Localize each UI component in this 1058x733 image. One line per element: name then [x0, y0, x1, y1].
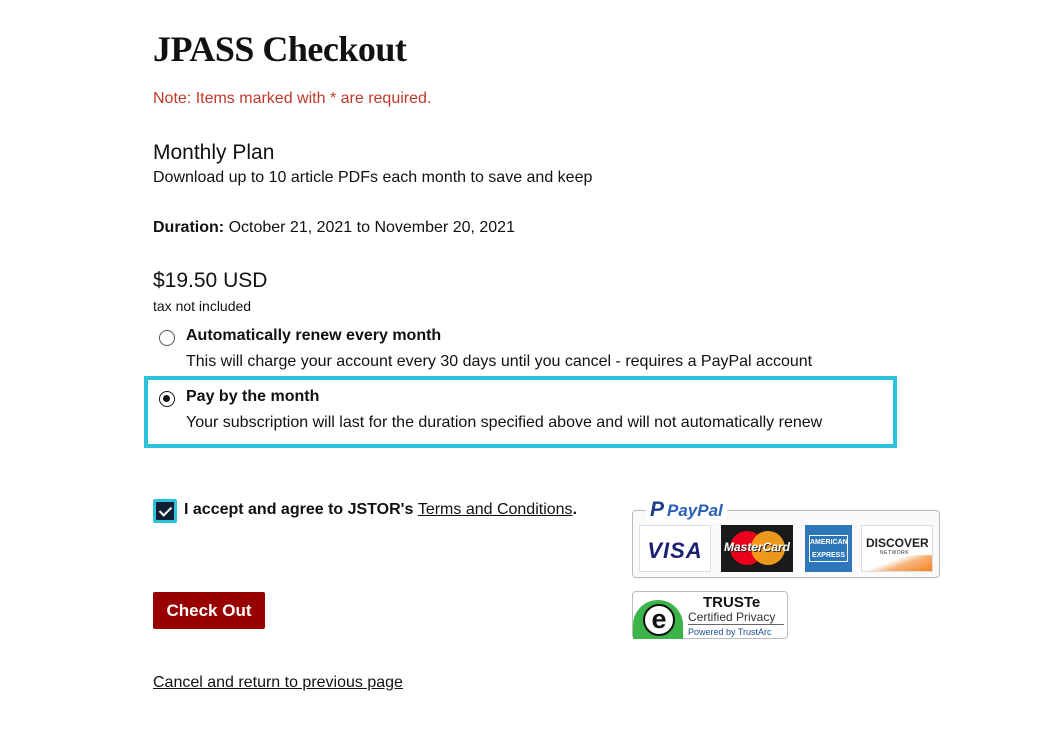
visa-text: VISA: [647, 538, 703, 563]
truste-e-icon: e: [643, 604, 675, 636]
cancel-link[interactable]: Cancel and return to previous page: [153, 674, 403, 691]
mastercard-text: MasterCard: [723, 540, 791, 554]
paypal-p-icon: P: [650, 498, 665, 521]
option-pay-by-month[interactable]: [153, 388, 888, 438]
plan-name: Monthly Plan: [153, 141, 275, 164]
option-auto-renew[interactable]: [153, 327, 888, 377]
terms-acceptance: [153, 499, 613, 523]
visa-card-logo: [639, 525, 711, 572]
amex-line1: AMERICAN: [810, 539, 848, 546]
discover-text: DISCOVER: [866, 536, 929, 550]
required-note: Note: Items marked with * are required.: [153, 90, 432, 107]
plan-price: $19.50 USD: [153, 269, 268, 292]
option-description: Your subscription will last for the duration specified above and will not automatically renew: [186, 414, 823, 431]
discover-swoosh: [862, 555, 932, 571]
option-title: Automatically renew every month: [186, 327, 442, 344]
truste-divider: [688, 624, 784, 625]
amex-line2: EXPRESS: [811, 552, 846, 559]
plan-description: Download up to 10 article PDFs each month to save and keep: [153, 169, 593, 186]
page-title: JPASS Checkout: [153, 29, 407, 69]
terms-label: [184, 501, 577, 519]
checkout-button[interactable]: Check Out: [153, 592, 265, 629]
checkbox-checked-icon[interactable]: [153, 499, 177, 523]
amex-text: [809, 535, 848, 562]
radio-checked-icon[interactable]: [159, 391, 175, 407]
paypal-logo: [646, 498, 727, 522]
terms-suffix: .: [572, 501, 578, 518]
option-title: Pay by the month: [186, 388, 320, 405]
terms-prefix: I accept and agree to JSTOR's: [184, 501, 418, 518]
tax-note: tax not included: [153, 298, 252, 314]
truste-subtitle: Certified Privacy: [688, 610, 776, 624]
mastercard-logo: [721, 525, 793, 572]
terms-link[interactable]: Terms and Conditions: [417, 501, 573, 518]
duration-value: October 21, 2021 to November 20, 2021: [228, 219, 515, 236]
radio-unchecked-icon[interactable]: [159, 330, 175, 346]
discover-network-text: NETWORK: [880, 550, 910, 556]
duration-label: Duration:: [153, 219, 225, 236]
amex-logo: [805, 525, 852, 572]
truste-powered-by: Powered by TrustArc: [688, 627, 772, 637]
plan-duration: [153, 219, 515, 237]
discover-logo: [861, 525, 933, 572]
option-description: This will charge your account every 30 days until you cancel - requires a PayPal account: [186, 353, 813, 370]
truste-title: TRUSTe: [703, 594, 761, 611]
paypal-logo-text: PayPal: [667, 501, 723, 520]
